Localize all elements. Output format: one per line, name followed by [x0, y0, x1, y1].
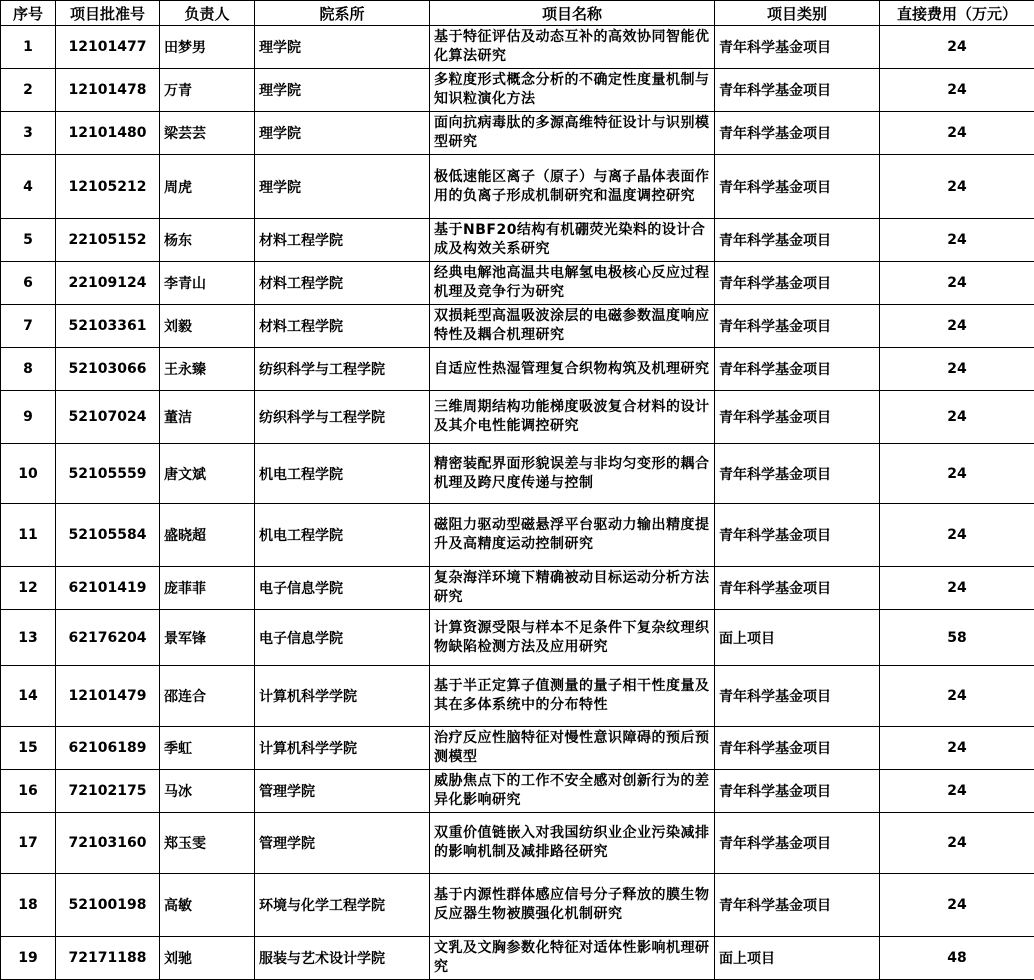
row-title [430, 391, 715, 444]
row-leader: 万青 [160, 69, 255, 112]
row-no: 3 [1, 112, 56, 155]
row-dept: 电子信息学院 [255, 567, 430, 610]
row-id: 52105559 [56, 444, 160, 504]
row-no: 11 [1, 504, 56, 567]
row-fee: 24 [880, 666, 1034, 727]
row-no: 15 [1, 727, 56, 770]
row-dept: 计算机科学学院 [255, 666, 430, 727]
row-dept: 机电工程学院 [255, 444, 430, 504]
row-title-text: 极低速能区离子（原子）与离子晶体表面作用的负离子形成机制研究和温度调控研究 [434, 168, 710, 204]
row-title [430, 69, 715, 112]
row-leader: 唐文斌 [160, 444, 255, 504]
row-leader: 杨东 [160, 219, 255, 262]
table-row [1, 567, 1034, 610]
row-no: 5 [1, 219, 56, 262]
row-id: 72102175 [56, 770, 160, 813]
row-title [430, 112, 715, 155]
row-fee: 48 [880, 937, 1034, 980]
row-category: 青年科学基金项目 [715, 348, 880, 391]
header-leader: 负责人 [160, 1, 255, 26]
row-no: 18 [1, 874, 56, 937]
row-category: 青年科学基金项目 [715, 727, 880, 770]
row-id: 52103361 [56, 305, 160, 348]
header-no: 序号 [1, 1, 56, 26]
row-fee: 58 [880, 610, 1034, 666]
row-title [430, 444, 715, 504]
table-row [1, 348, 1034, 391]
row-dept: 理学院 [255, 155, 430, 219]
row-title [430, 813, 715, 874]
table-row [1, 112, 1034, 155]
row-dept: 材料工程学院 [255, 262, 430, 305]
row-id: 52100198 [56, 874, 160, 937]
row-fee: 24 [880, 348, 1034, 391]
row-title-text: 计算资源受限与样本不足条件下复杂纹理织物缺陷检测方法及应用研究 [434, 619, 710, 655]
table-row [1, 770, 1034, 813]
row-title-text: 磁阻力驱动型磁悬浮平台驱动力输出精度提升及高精度运动控制研究 [434, 517, 710, 552]
row-dept: 理学院 [255, 112, 430, 155]
row-leader: 王永臻 [160, 348, 255, 391]
row-category: 青年科学基金项目 [715, 874, 880, 937]
row-no: 7 [1, 305, 56, 348]
row-title [430, 219, 715, 262]
row-title [430, 937, 715, 980]
row-category: 青年科学基金项目 [715, 305, 880, 348]
row-fee: 24 [880, 567, 1034, 610]
row-title-text: 面向抗病毒肽的多源高维特征设计与识别模型研究 [434, 115, 710, 150]
row-fee: 24 [880, 504, 1034, 567]
row-category: 青年科学基金项目 [715, 770, 880, 813]
row-title [430, 666, 715, 727]
row-title-text: 威胁焦点下的工作不安全感对创新行为的差异化影响研究 [434, 773, 710, 808]
row-leader: 李青山 [160, 262, 255, 305]
row-category: 青年科学基金项目 [715, 112, 880, 155]
row-leader: 高敏 [160, 874, 255, 937]
row-no: 13 [1, 610, 56, 666]
row-no: 9 [1, 391, 56, 444]
row-fee: 24 [880, 305, 1034, 348]
row-dept: 理学院 [255, 69, 430, 112]
row-id: 62101419 [56, 567, 160, 610]
header-row [1, 1, 1034, 26]
header-title: 项目名称 [430, 1, 715, 26]
row-dept: 材料工程学院 [255, 219, 430, 262]
row-category: 青年科学基金项目 [715, 219, 880, 262]
row-leader: 景军锋 [160, 610, 255, 666]
row-title-text: 基于NBF20结构有机硼荧光染料的设计合成及构效关系研究 [434, 222, 706, 257]
row-no: 1 [1, 26, 56, 69]
row-id: 12101477 [56, 26, 160, 69]
row-category: 青年科学基金项目 [715, 813, 880, 874]
row-dept: 纺织科学与工程学院 [255, 391, 430, 444]
table-row [1, 26, 1034, 69]
row-id: 72103160 [56, 813, 160, 874]
table-row [1, 444, 1034, 504]
row-title [430, 26, 715, 69]
table-row [1, 874, 1034, 937]
row-leader: 盛晓超 [160, 504, 255, 567]
row-dept: 机电工程学院 [255, 504, 430, 567]
row-no: 19 [1, 937, 56, 980]
row-title-text: 自适应性热湿管理复合织物构筑及机理研究 [434, 360, 710, 377]
row-dept: 管理学院 [255, 770, 430, 813]
row-leader: 刘驰 [160, 937, 255, 980]
row-title [430, 155, 715, 219]
row-title [430, 504, 715, 567]
row-title-text: 双损耗型高温吸波涂层的电磁参数温度响应特性及耦合机理研究 [434, 308, 710, 343]
row-leader: 梁芸芸 [160, 112, 255, 155]
row-fee: 24 [880, 391, 1034, 444]
row-title [430, 567, 715, 610]
table-row [1, 504, 1034, 567]
row-id: 22105152 [56, 219, 160, 262]
row-category: 青年科学基金项目 [715, 444, 880, 504]
table-row [1, 69, 1034, 112]
row-leader: 庞菲菲 [160, 567, 255, 610]
row-id: 12101479 [56, 666, 160, 727]
table-row [1, 262, 1034, 305]
table-row [1, 813, 1034, 874]
row-fee: 24 [880, 69, 1034, 112]
row-fee: 24 [880, 874, 1034, 937]
table-row [1, 219, 1034, 262]
row-category: 面上项目 [715, 610, 880, 666]
table-row [1, 610, 1034, 666]
row-dept: 理学院 [255, 26, 430, 69]
row-id: 62106189 [56, 727, 160, 770]
row-id: 12105212 [56, 155, 160, 219]
row-title-text: 精密装配界面形貌误差与非均匀变形的耦合机理及跨尺度传递与控制 [434, 455, 710, 491]
row-title-text: 双重价值链嵌入对我国纺织业企业污染减排的影响机制及减排路径研究 [434, 825, 710, 860]
row-id: 12101480 [56, 112, 160, 155]
row-id: 22109124 [56, 262, 160, 305]
row-leader: 邵连合 [160, 666, 255, 727]
row-id: 12101478 [56, 69, 160, 112]
row-title-text: 三维周期结构功能梯度吸波复合材料的设计及其介电性能调控研究 [434, 399, 710, 434]
row-title-text: 基于半正定算子值测量的量子相干性度量及其在多体系统中的分布特性 [434, 678, 710, 713]
row-leader: 田梦男 [160, 26, 255, 69]
header-dept: 院系所 [255, 1, 430, 26]
row-leader: 季虹 [160, 727, 255, 770]
row-title-text: 经典电解池高温共电解氢电极核心反应过程机理及竞争行为研究 [434, 265, 710, 300]
row-fee: 24 [880, 813, 1034, 874]
row-dept: 计算机科学学院 [255, 727, 430, 770]
row-dept: 材料工程学院 [255, 305, 430, 348]
row-leader: 董洁 [160, 391, 255, 444]
row-id: 52107024 [56, 391, 160, 444]
row-category: 青年科学基金项目 [715, 567, 880, 610]
row-id: 72171188 [56, 937, 160, 980]
row-title [430, 874, 715, 937]
row-fee: 24 [880, 444, 1034, 504]
row-fee: 24 [880, 727, 1034, 770]
row-title-text: 基于特征评估及动态互补的高效协同智能优化算法研究 [434, 29, 710, 64]
row-no: 4 [1, 155, 56, 219]
header-id: 项目批准号 [56, 1, 160, 26]
row-dept: 环境与化学工程学院 [255, 874, 430, 937]
row-id: 52103066 [56, 348, 160, 391]
row-id: 62176204 [56, 610, 160, 666]
row-title-text: 治疗反应性脑特征对慢性意识障碍的预后预测模型 [434, 730, 710, 765]
row-category: 青年科学基金项目 [715, 262, 880, 305]
row-title [430, 305, 715, 348]
row-category: 青年科学基金项目 [715, 504, 880, 567]
row-no: 2 [1, 69, 56, 112]
row-dept: 管理学院 [255, 813, 430, 874]
row-leader: 郑玉雯 [160, 813, 255, 874]
table-row [1, 727, 1034, 770]
row-title-text: 多粒度形式概念分析的不确定性度量机制与知识粒演化方法 [434, 72, 710, 107]
row-no: 16 [1, 770, 56, 813]
row-id: 52105584 [56, 504, 160, 567]
row-dept: 电子信息学院 [255, 610, 430, 666]
table-row [1, 391, 1034, 444]
row-no: 10 [1, 444, 56, 504]
row-fee: 24 [880, 112, 1034, 155]
table-row [1, 305, 1034, 348]
row-fee: 24 [880, 155, 1034, 219]
row-fee: 24 [880, 26, 1034, 69]
table-row [1, 937, 1034, 980]
row-category: 青年科学基金项目 [715, 26, 880, 69]
row-category: 青年科学基金项目 [715, 155, 880, 219]
row-fee: 24 [880, 262, 1034, 305]
row-category: 青年科学基金项目 [715, 391, 880, 444]
table-row [1, 155, 1034, 219]
row-title-text: 复杂海洋环境下精确被动目标运动分析方法研究 [434, 570, 710, 605]
row-category: 面上项目 [715, 937, 880, 980]
row-title [430, 727, 715, 770]
row-category: 青年科学基金项目 [715, 69, 880, 112]
row-dept: 纺织科学与工程学院 [255, 348, 430, 391]
row-title [430, 610, 715, 666]
row-fee: 24 [880, 219, 1034, 262]
row-leader: 周虎 [160, 155, 255, 219]
row-no: 14 [1, 666, 56, 727]
row-no: 8 [1, 348, 56, 391]
row-title-text: 文乳及文胸参数化特征对适体性影响机理研究 [434, 940, 710, 975]
row-no: 6 [1, 262, 56, 305]
row-leader: 刘毅 [160, 305, 255, 348]
table-row [1, 666, 1034, 727]
row-fee: 24 [880, 770, 1034, 813]
row-no: 12 [1, 567, 56, 610]
row-category: 青年科学基金项目 [715, 666, 880, 727]
row-dept: 服装与艺术设计学院 [255, 937, 430, 980]
row-title-text: 基于内源性群体感应信号分子释放的膜生物反应器生物被膜强化机制研究 [434, 887, 710, 922]
row-leader: 马冰 [160, 770, 255, 813]
header-category: 项目类别 [715, 1, 880, 26]
row-title [430, 348, 715, 391]
row-title [430, 770, 715, 813]
header-fee: 直接费用（万元） [880, 1, 1034, 26]
row-title [430, 262, 715, 305]
row-no: 17 [1, 813, 56, 874]
